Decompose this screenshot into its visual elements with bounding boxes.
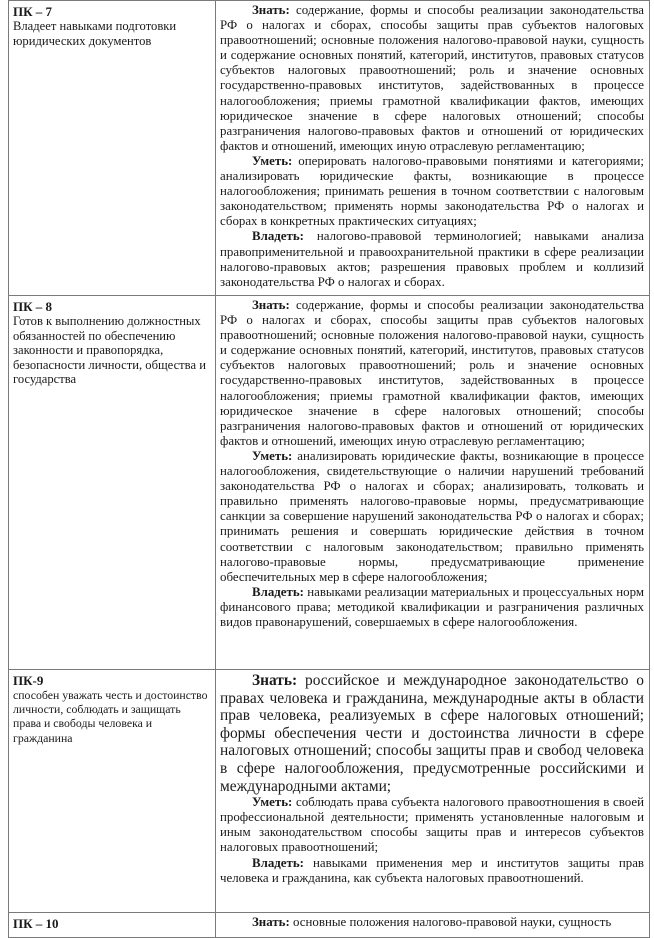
competency-cell bbox=[9, 912, 216, 937]
know-label: Знать: bbox=[252, 672, 298, 689]
know-label: Знать: bbox=[252, 298, 290, 312]
own-paragraph bbox=[220, 229, 644, 289]
own-label: Владеть: bbox=[252, 584, 304, 599]
competency-code: ПК-9 bbox=[13, 673, 44, 688]
cell-spacer bbox=[220, 630, 644, 640]
know-paragraph bbox=[220, 915, 644, 930]
competency-description: способен уважать честь и достоинство личности, соблюдать и защищать права и свободы человека и гражданина bbox=[13, 688, 208, 745]
know-label: Знать: bbox=[252, 914, 290, 929]
competency-description: Владеет навыками подготовки юридических документов bbox=[13, 19, 177, 48]
own-paragraph bbox=[220, 585, 644, 630]
know-text: российское и международное законодательство о правах человека и гражданина, международные акты в области прав человека, реализуемых в сфере налоговых отношений; формы обеспечения чести и достоинства личности в сфере налоговых отношений; способы защиты прав и свобод человека в сфере налогообложения, предусмотренные российскими и международными актами; bbox=[220, 672, 644, 795]
own-label: Владеть: bbox=[252, 855, 304, 870]
table-row bbox=[9, 1, 650, 296]
can-label: Уметь: bbox=[252, 448, 293, 463]
can-label: Уметь: bbox=[252, 795, 293, 810]
can-paragraph bbox=[220, 154, 644, 229]
can-label: Уметь: bbox=[252, 153, 293, 168]
own-paragraph bbox=[220, 856, 644, 886]
can-paragraph bbox=[220, 795, 644, 855]
know-text: основные положения налогово-правовой науки, сущность bbox=[289, 914, 612, 929]
own-text: налогово-правовой терминологией; навыками анализа правоприменительной и правоохранительной практики в сфере реализации налогово-правовых актов; разрешения правовых проблем и коллизий законодательства РФ о налогах и сборах. bbox=[220, 229, 644, 289]
know-text: содержание, формы и способы реализации законодательства РФ о налогах и сборах, способы защиты прав субъектов налоговых правоотношений; основные положения налогово-правовой науки, сущность и содержание основных понятий, категорий, институтов, правовых статусов субъектов налоговых правоотношений; роль и значение основных государственно-правовых институтов, задействованных в процессе налогообложения; приемы грамотной квалификации фактов, имеющих юридическое значение в сфере налоговых отношений; способы разграничения налогово-правовых фактов и отношений от юридических фактов и отношений, имеющих иную отраслевую регламентацию; bbox=[220, 298, 644, 448]
competency-cell bbox=[9, 670, 216, 913]
own-text: навыками применения мер и институтов защиты прав человека и гражданина, как субъекта налоговых правоотношений. bbox=[220, 855, 644, 885]
know-text: содержание, формы и способы реализации законодательства РФ о налогах и сборах, способы защиты прав субъектов налоговых правоотношений; основные положения налогово-правовой науки, сущность и содержание основных понятий, категорий, институтов, правовых статусов субъектов налоговых правоотношений; роль и значение основных государственно-правовых институтов, задействованных в процессе налогообложения; приемы грамотной квалификации фактов, имеющих юридическое значение в сфере налоговых отношений; способы разграничения налогово-правовых фактов и отношений от юридических фактов и отношений, имеющих иную отраслевую регламентацию; bbox=[220, 3, 644, 153]
competency-code: ПК – 8 bbox=[13, 299, 53, 314]
table-row bbox=[9, 670, 650, 913]
table-row bbox=[9, 296, 650, 670]
own-text: навыками реализации материальных и процессуальных норм финансового права; методикой квалификации и разграничения различных видов правонарушений, совершаемых в сфере налогообложения. bbox=[220, 584, 644, 629]
can-text: анализировать юридические факты, возникающие в процессе налогообложения, свидетельствующие о наличии нарушений требований законодательства РФ о налогах и сборах; анализировать, толковать и правильно применять налогово-правовые нормы, предусматривающие санкции за совершение нарушений законодательства РФ о налогах и сборах; принимать решения и совершать юридические действия в точном соответствии с налоговым законодательством; правильно применять налогово-правовые нормы, предусматривающие применение обеспечительных мер в сфере налогообложения; bbox=[220, 448, 644, 584]
own-label: Владеть: bbox=[252, 229, 304, 244]
competency-code: ПК – 7 bbox=[13, 4, 53, 19]
competencies-table bbox=[8, 0, 650, 938]
competency-cell bbox=[9, 1, 216, 296]
can-paragraph bbox=[220, 449, 644, 585]
know-paragraph bbox=[220, 3, 644, 154]
know-paragraph bbox=[220, 298, 644, 449]
requirements-cell bbox=[216, 912, 650, 937]
competency-code: ПК – 10 bbox=[13, 915, 59, 931]
requirements-cell bbox=[216, 670, 650, 913]
table-row bbox=[9, 912, 650, 937]
competency-cell bbox=[9, 296, 216, 670]
know-label: Знать: bbox=[252, 3, 290, 17]
know-paragraph bbox=[220, 672, 644, 795]
requirements-cell bbox=[216, 296, 650, 670]
requirements-cell bbox=[216, 1, 650, 296]
can-text: соблюдать права субъекта налогового правоотношения в своей профессиональной деятельности; применять установленные налоговым и иным законодательством способы защиты прав и интересов субъектов налоговых правоотношений; bbox=[220, 795, 644, 855]
can-text: оперировать налогово-правовыми понятиями и категориями; анализировать юридические факты, возникающие в процессе налогообложения; принимать решения в точном соответствии с налоговым законодательством; применять нормы законодательства РФ о налогах и сборах в конкретных практических ситуациях; bbox=[220, 153, 644, 229]
competency-description: Готов к выполнению должностных обязанностей по обеспечению законности и правопорядка, безопасности личности, общества и государства bbox=[13, 314, 206, 387]
cell-spacer bbox=[220, 886, 644, 912]
